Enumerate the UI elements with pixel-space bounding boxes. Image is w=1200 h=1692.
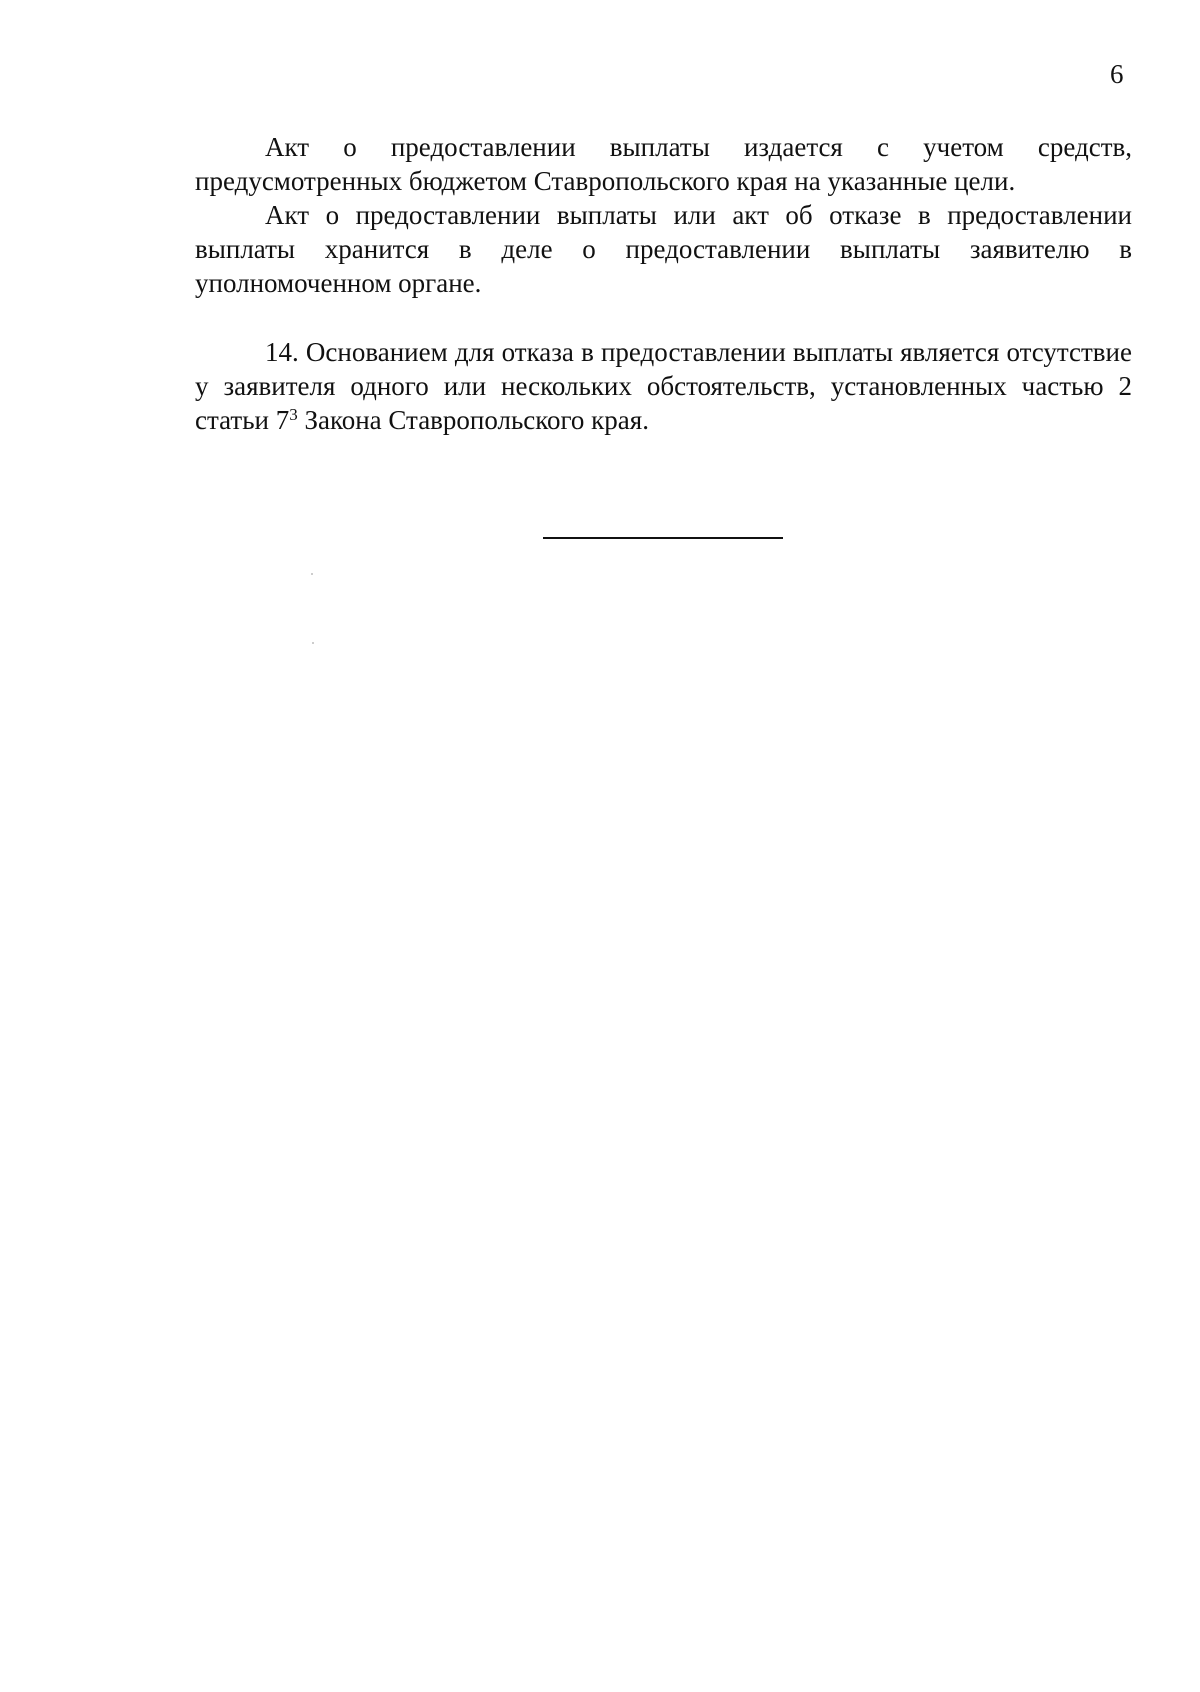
document-body — [195, 130, 1132, 437]
scan-speck — [312, 642, 314, 644]
page-number: 6 — [1110, 59, 1124, 89]
clause-14-text-end: Закона Ставропольского края. — [297, 405, 649, 435]
scan-speck — [311, 573, 313, 575]
clause-14-text: 14. Основанием для отказа в предоставлении выплаты является отсутствие у заявителя одного или нескольких обстоятельств, установленных частью 2 статьи 7 — [195, 337, 1132, 435]
paragraph-act-issuance: Акт о предоставлении выплаты издается с учетом средств, предусмотренных бюджетом Ставропольского края на указанные цели. — [195, 132, 1132, 196]
article-superscript: 3 — [289, 405, 298, 424]
paragraph-act-storage: Акт о предоставлении выплаты или акт об отказе в предоставлении выплаты хранится в деле о предоставлении выплаты заявителю в уполномоченном органе. — [195, 200, 1132, 298]
end-of-document-line — [543, 537, 783, 539]
clause-14 — [195, 335, 1132, 437]
